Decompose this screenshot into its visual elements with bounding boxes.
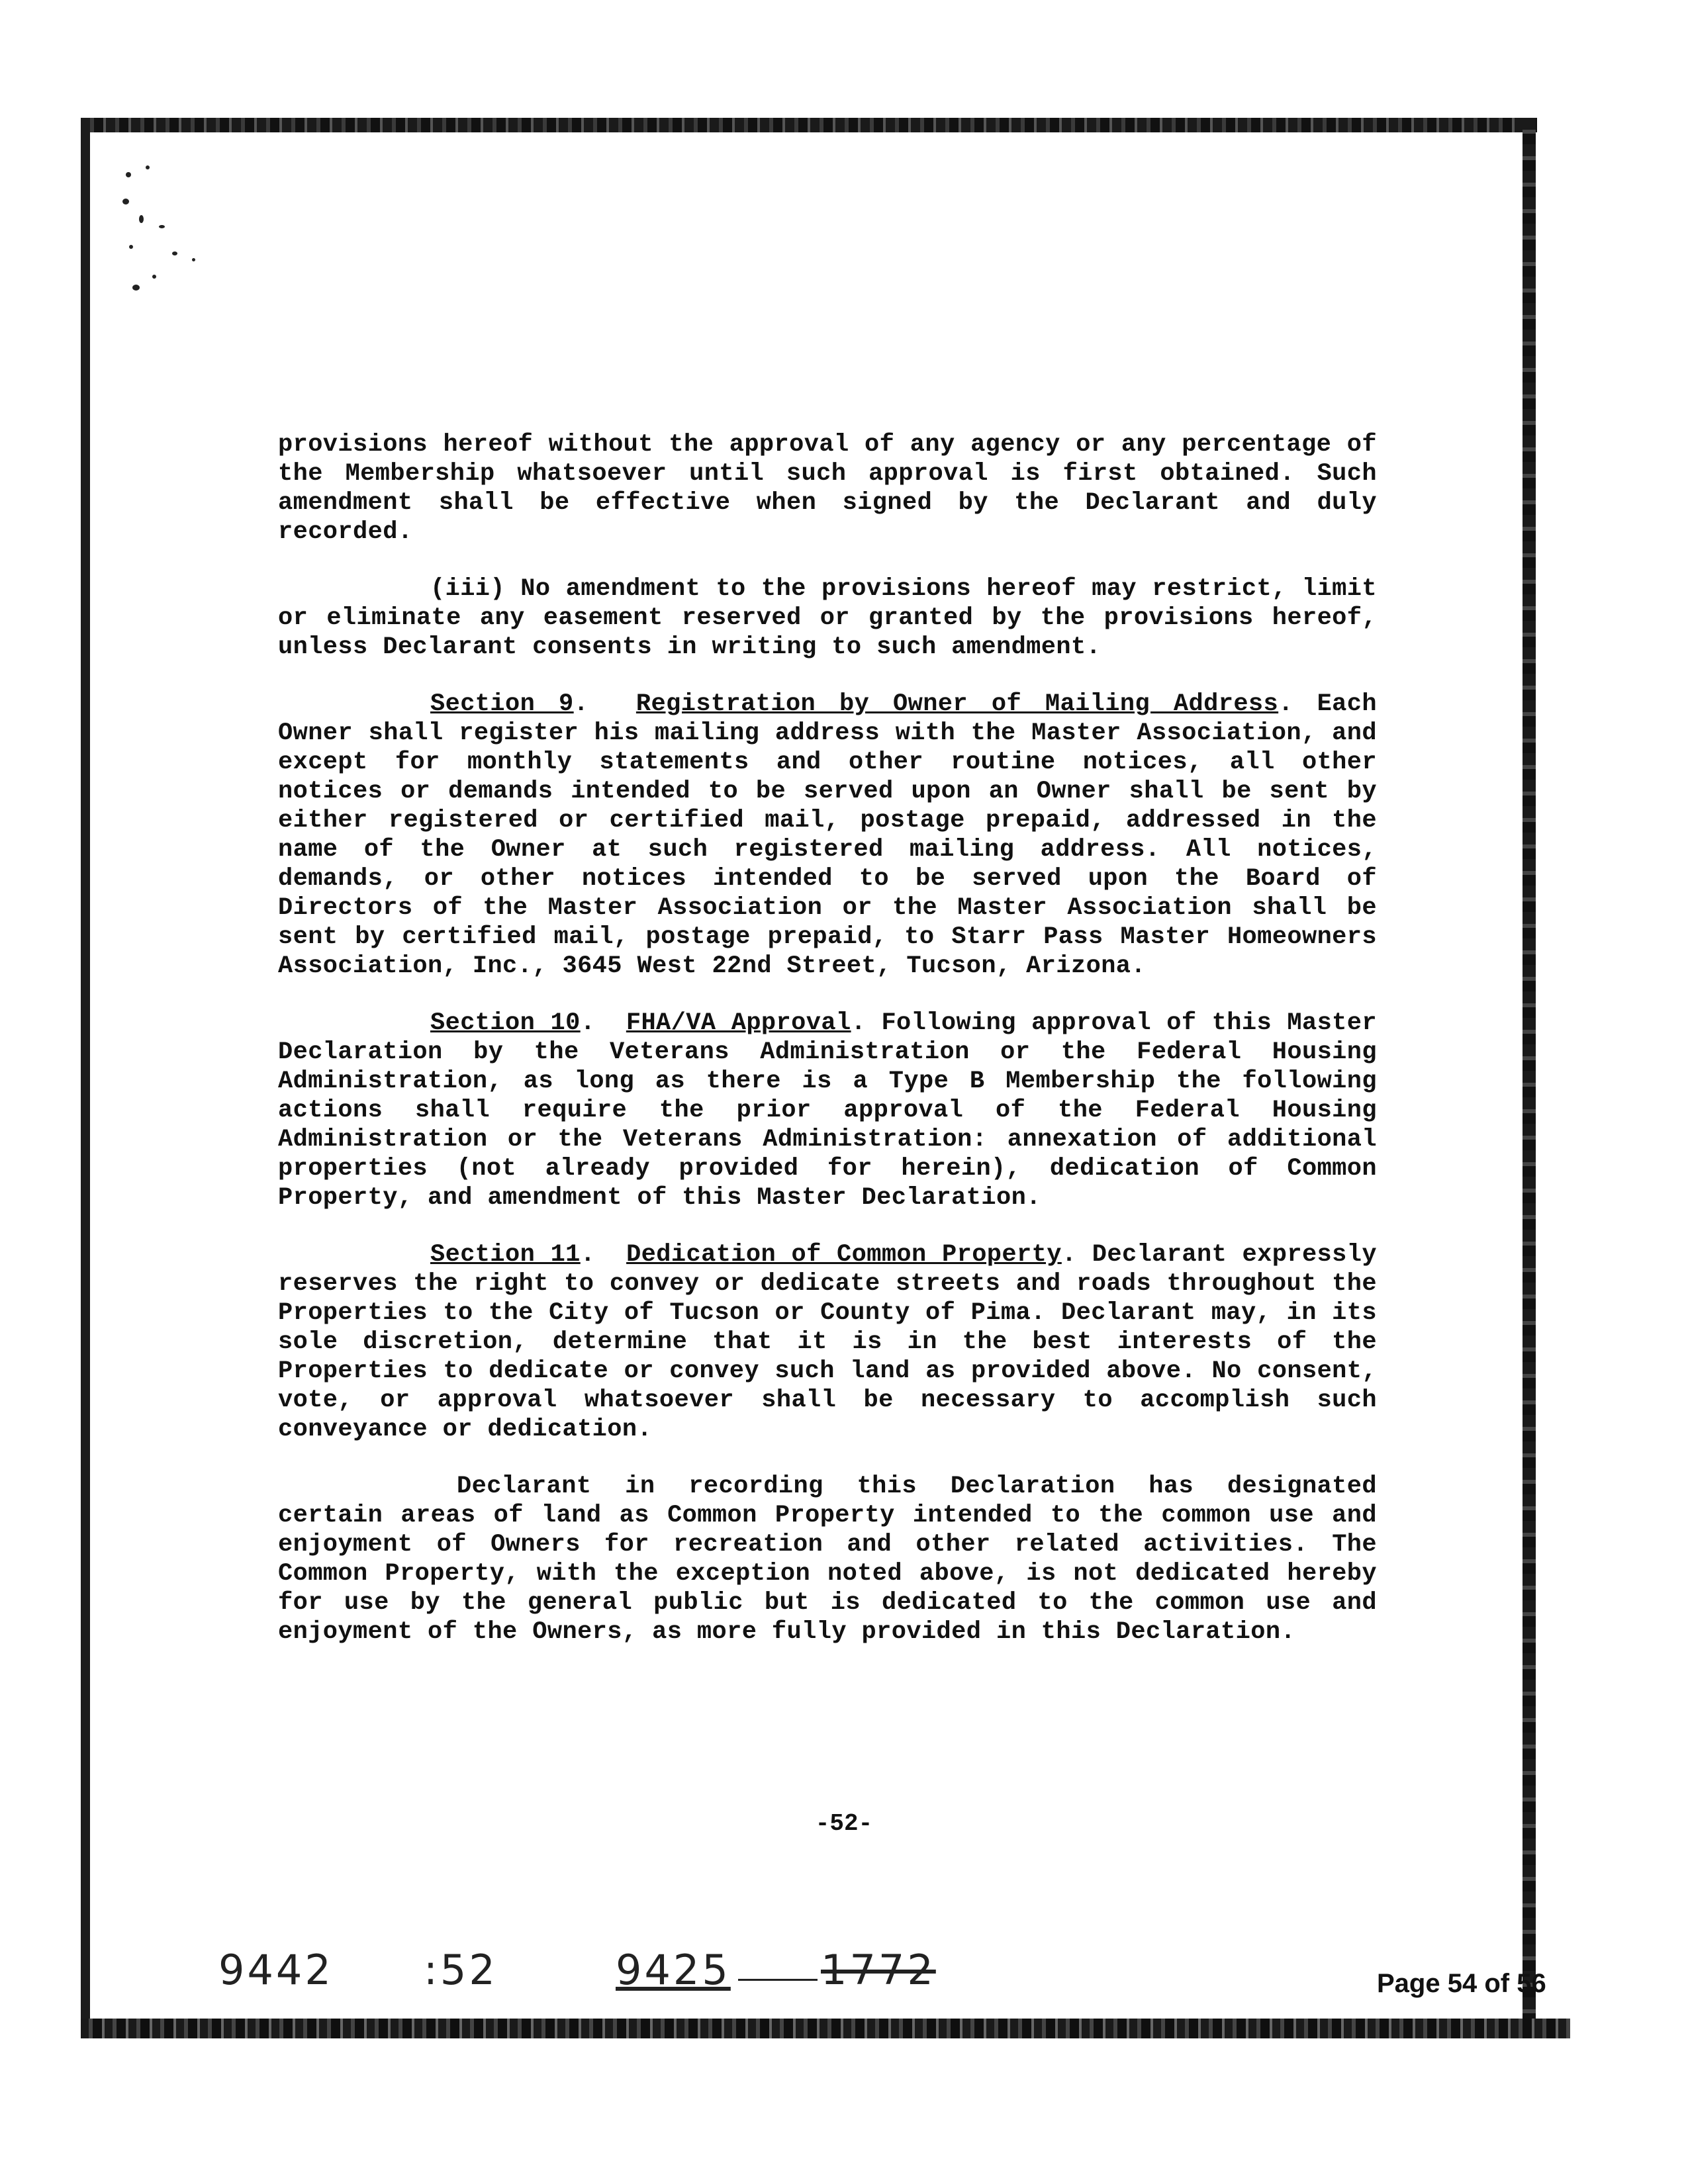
recording-stamp-book: 9442 xyxy=(218,1946,334,1994)
recording-stamp-original-book: 9425 xyxy=(616,1946,731,1994)
page-number: -52- xyxy=(815,1810,873,1837)
section-11: Section 11. Dedication of Common Property. Declarant expressly reserves the right to convey or dedicate streets and roads throughout the Properties to the City of Tucson or County of Pima. Declarant may, in its sole discretion, determine that it is in the best interests of the Properties to dedicate or convey such land as provided above. No consent, vote, or approval whatsoever shall be necessary to accomplish such conveyance or dedication. xyxy=(278,1241,1377,1443)
footer-page-label: Page 54 of 56 xyxy=(1377,1969,1546,1998)
section-11-heading: Dedication of Common Property xyxy=(626,1241,1062,1269)
recording-stamp-page: :52 xyxy=(424,1946,498,1994)
section-9-body: Each Owner shall register his mailing address with the Master Association, and except for monthly statements and other routine notices, all other notices or demands intended to be served upon an Owner shall be sent by either registered or certified mail, postage prepaid, addressed in the name of the Owner at such registered mailing address. All notices, demands, or other notices intended to be served upon the Board of Directors of the Master Association or the Master Association shall be sent by certified mail, postage prepaid, to Starr Pass Master Homeowners Association, Inc., 3645 West 22nd Street, Tucson, Arizona. xyxy=(278,690,1377,980)
section-11-body: Declarant expressly reserves the right to convey or dedicate streets and roads throughout the Properties to the City of Tucson or County of Pima. Declarant may, in its sole discretion, determine that it is in the best interests of the Properties to dedicate or convey such land as provided above. No consent, vote, or approval whatsoever shall be necessary to accomplish such conveyance or dedication. xyxy=(278,1241,1377,1443)
paragraph-continuation: provisions hereof without the approval of any agency or any percentage of the Membership whatsoever until such approval is first obtained. Such amendment shall be effective when signed by the Declarant and duly recorded. xyxy=(278,431,1377,546)
recording-stamp-original-page: 1772 xyxy=(821,1946,936,1994)
document-body xyxy=(278,430,1377,1674)
scan-border-bottom xyxy=(81,2019,1570,2038)
scan-border-right xyxy=(1523,118,1536,2038)
section-10-heading: FHA/VA Approval xyxy=(626,1009,851,1037)
section-10-body: Following approval of this Master Declaration by the Veterans Administration or the Federal Housing Administration, as long as there is a Type B Membership the following actions shall require the prior approval of the Federal Housing Administration or the Veterans Administration: annexation of additional properties (not already provided for herein), dedication of Common Property, and amendment of this Master Declaration. xyxy=(278,1009,1377,1212)
scan-border-top xyxy=(81,118,1537,132)
paragraph-iii: (iii) No amendment to the provisions hereof may restrict, limit or eliminate any easement reserved or granted by the provisions hereof, unless Declarant consents in writing to such amendment. xyxy=(278,575,1377,661)
section-9: Section 9. Registration by Owner of Mailing Address. Each Owner shall register his mailing address with the Master Association, and except for monthly statements and other routine notices, all other notices or demands intended to be served upon an Owner shall be sent by either registered or certified mail, postage prepaid, addressed in the name of the Owner at such registered mailing address. All notices, demands, or other notices intended to be served upon the Board of Directors of the Master Association or the Master Association shall be sent by certified mail, postage prepaid, to Starr Pass Master Homeowners Association, Inc., 3645 West 22nd Street, Tucson, Arizona. xyxy=(278,690,1377,980)
section-9-heading: Registration by Owner of Mailing Address xyxy=(635,690,1279,718)
section-9-number: Section 9 xyxy=(430,690,574,718)
closing-paragraph: Declarant in recording this Declaration has designated certain areas of land as Common Property intended to the common use and enjoyment of Owners for recreation and other related activities. The Common Property, with the exception noted above, is not dedicated hereby for use by the general public but is dedicated to the common use and enjoyment of the Owners, as more fully provided in this Declaration. xyxy=(278,1473,1377,1646)
stamp-dash-line xyxy=(738,1979,818,1981)
section-11-number: Section 11 xyxy=(430,1241,581,1269)
section-10: Section 10. FHA/VA Approval. Following approval of this Master Declaration by the Veterans Administration or the Federal Housing Administration, as long as there is a Type B Membership the following actions shall require the prior approval of the Federal Housing Administration or the Veterans Administration: annexation of additional properties (not already provided for herein), dedication of Common Property, and amendment of this Master Declaration. xyxy=(278,1009,1377,1212)
scan-border-left xyxy=(81,118,90,2038)
scan-specks xyxy=(119,159,238,311)
section-10-number: Section 10 xyxy=(430,1009,581,1037)
